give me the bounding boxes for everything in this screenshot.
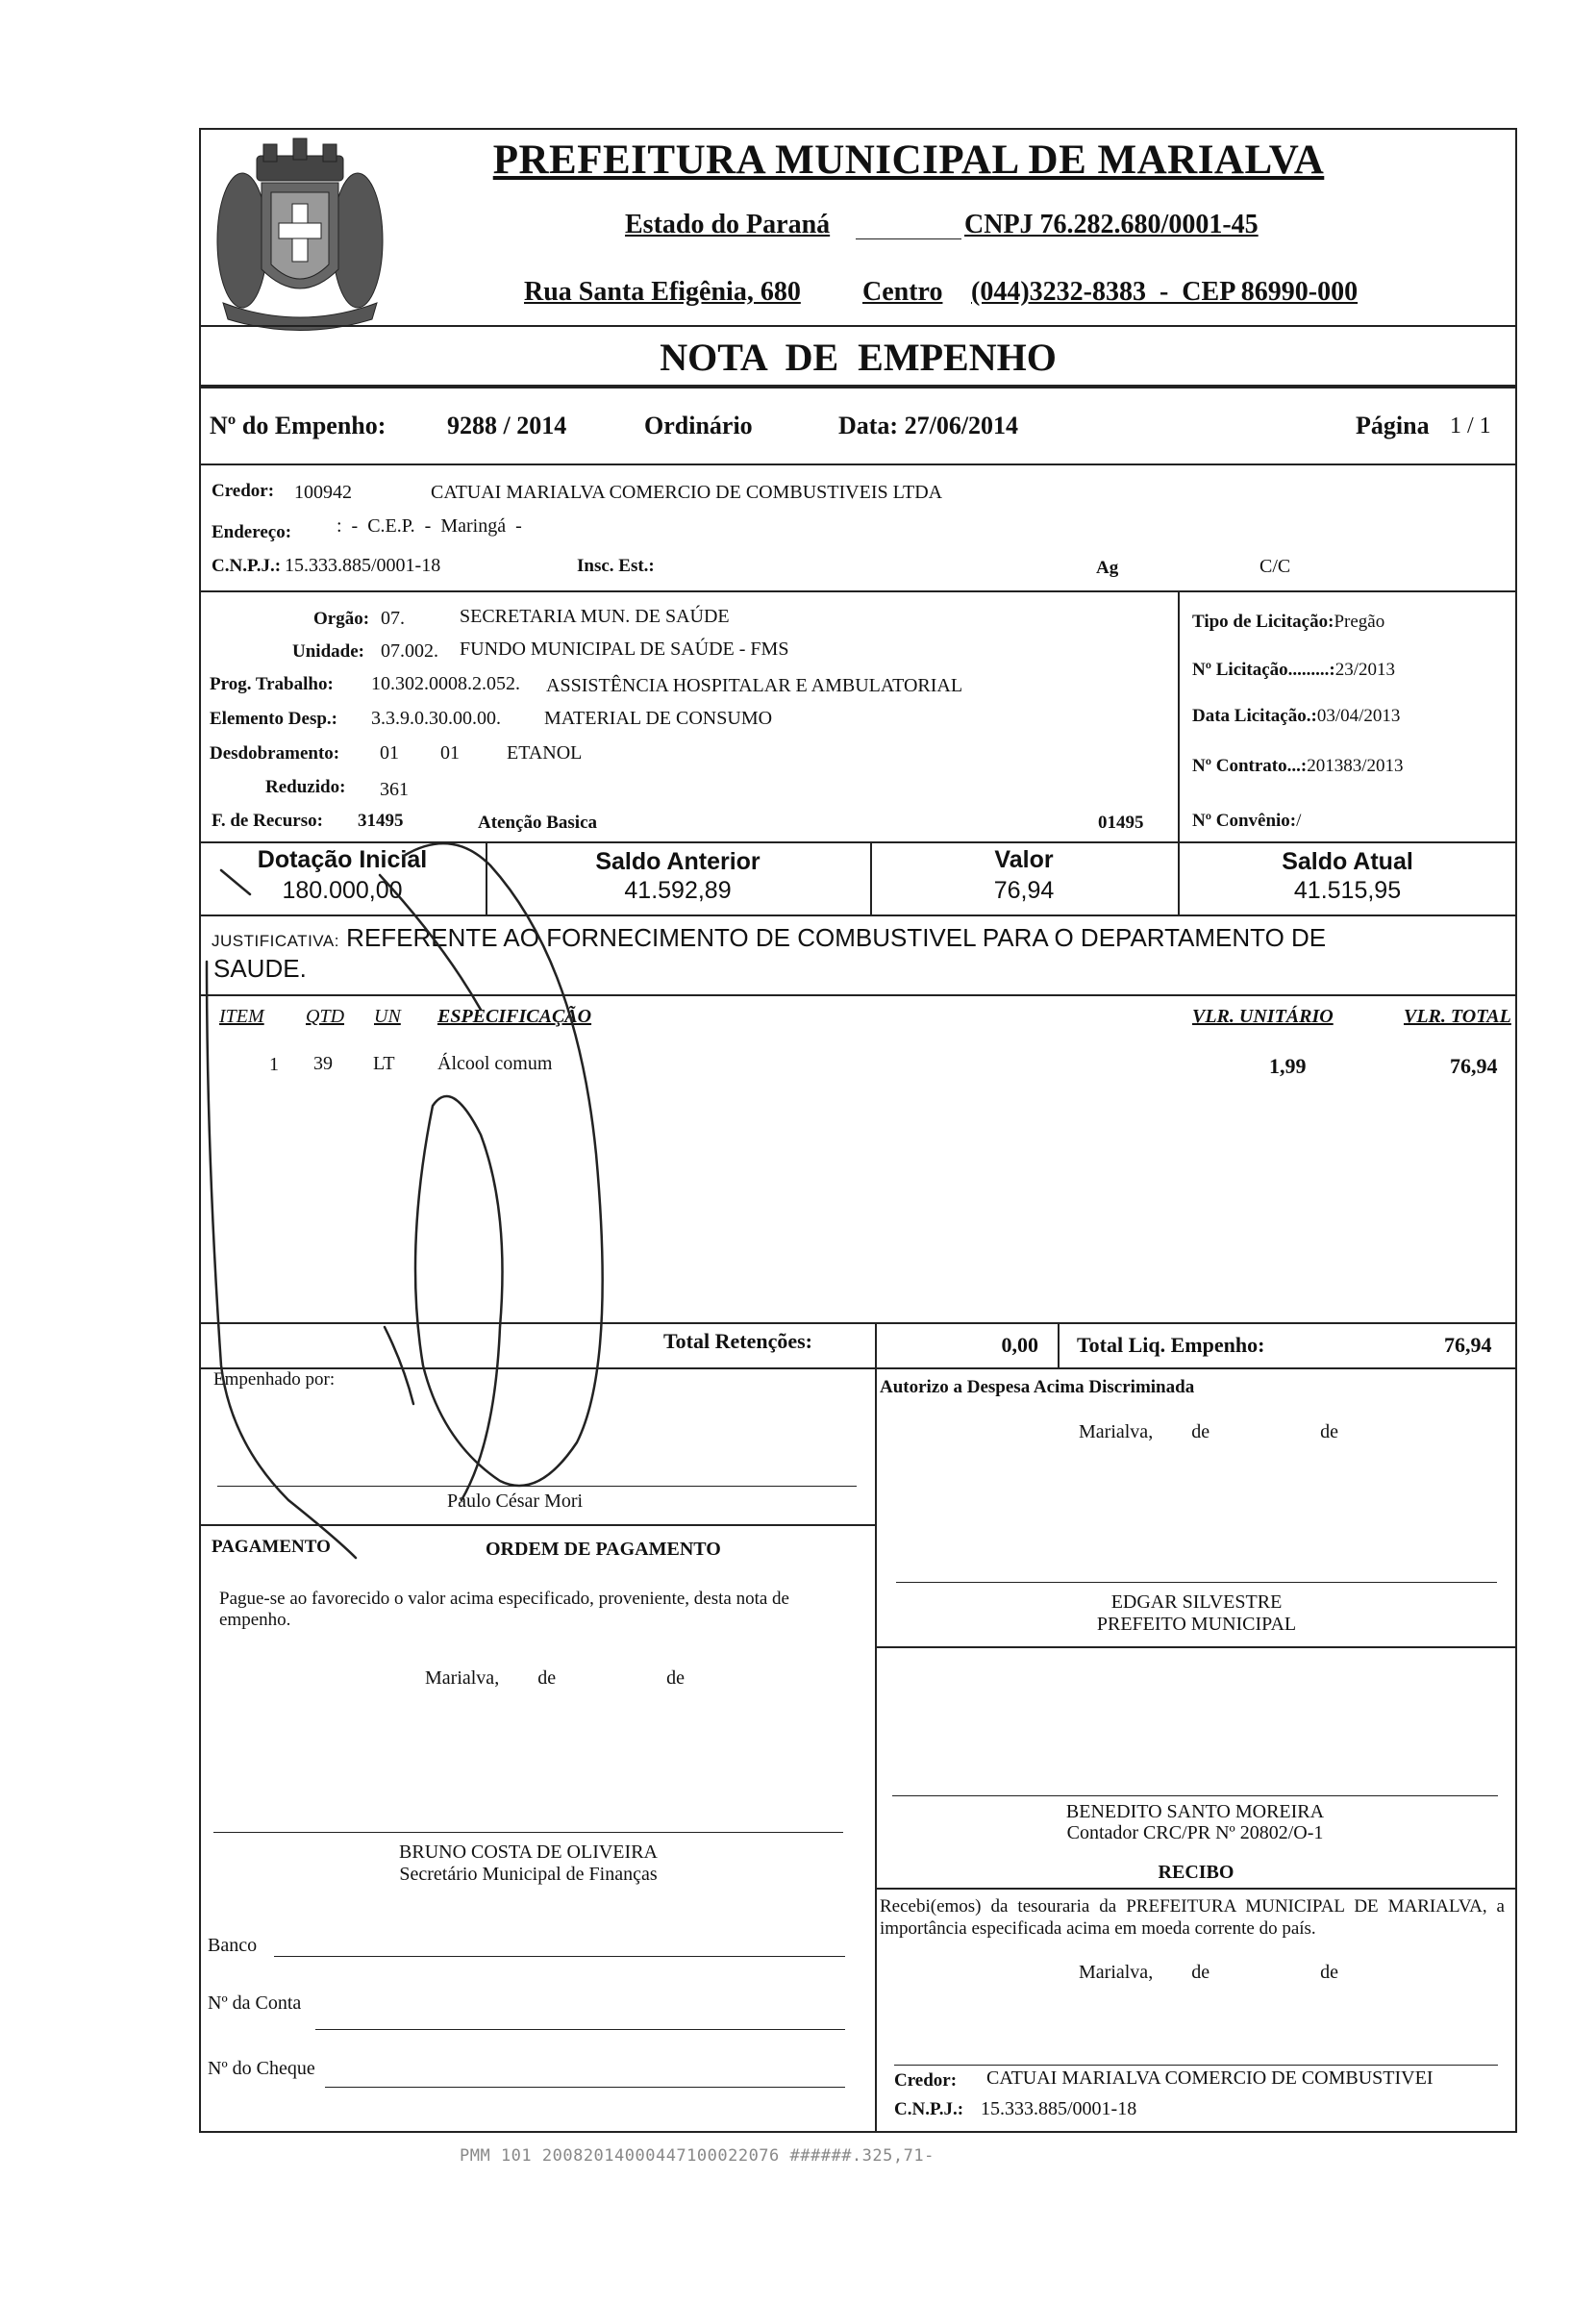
reduzido-label: Reduzido: bbox=[265, 777, 346, 797]
cheque-line[interactable] bbox=[325, 2087, 845, 2088]
credor-code: 100942 bbox=[294, 482, 352, 503]
elemento-label: Elemento Desp.: bbox=[210, 709, 337, 729]
classification-vertical-divider bbox=[1178, 590, 1180, 842]
header-phone-cep: (044)3232-8383 - CEP 86990-000 bbox=[971, 277, 1359, 307]
elemento-code: 3.3.9.0.30.00.00. bbox=[371, 708, 501, 729]
col-vlr-total: VLR. TOTAL bbox=[1404, 1006, 1511, 1027]
coat-of-arms-logo bbox=[204, 135, 396, 337]
conta-line[interactable] bbox=[315, 2029, 845, 2030]
recibo-place-date: Marialva, de de bbox=[1079, 1962, 1338, 1983]
liq-value: 76,94 bbox=[1444, 1333, 1492, 1357]
conta-label: Nº da Conta bbox=[208, 1992, 302, 2014]
page-value: 1 / 1 bbox=[1450, 413, 1491, 438]
header-divider bbox=[199, 325, 1517, 327]
unidade-name: FUNDO MUNICIPAL DE SAÚDE - FMS bbox=[460, 639, 789, 660]
totals-col-2 bbox=[1058, 1322, 1060, 1367]
col-qtd: QTD bbox=[306, 1006, 345, 1027]
recibo-cnpj-value: 15.333.885/0001-18 bbox=[981, 2098, 1137, 2119]
prefeito-signature-line bbox=[896, 1582, 1497, 1583]
header-cnpj: CNPJ 76.282.680/0001-45 bbox=[964, 210, 1259, 239]
orgao-code: 07. bbox=[381, 608, 405, 629]
saldo-atual-value: 41.515,95 bbox=[1293, 877, 1402, 904]
secretario-role: Secretário Municipal de Finanças bbox=[399, 1864, 658, 1885]
recibo-credor-value: CATUAI MARIALVA COMERCIO DE COMBUSTIVEI bbox=[986, 2067, 1434, 2089]
saldos-divider bbox=[199, 914, 1517, 916]
recibo-text: Recebi(emos) da tesouraria da PREFEITURA MUNICIPAL DE MARIALVA, a importância especificada acima em moeda corrente do país. bbox=[880, 1896, 1505, 1939]
empenho-type: Ordinário bbox=[644, 412, 753, 439]
header-address: Rua Santa Efigênia, 680 bbox=[524, 277, 801, 307]
contador-name: BENEDITO SANTO MOREIRA bbox=[1065, 1801, 1325, 1822]
row-qtd: 39 bbox=[313, 1053, 333, 1074]
saldo-anterior-value: 41.592,89 bbox=[624, 877, 732, 904]
recibo-title: RECIBO bbox=[1158, 1862, 1234, 1883]
recibo-credor-label: Credor: bbox=[894, 2070, 958, 2091]
dotacao-value: 180.000,00 bbox=[282, 877, 403, 904]
retencoes-label: Total Retenções: bbox=[663, 1329, 812, 1353]
tipo-licitacao: Tipo de Licitação:Pregão bbox=[1192, 612, 1385, 632]
contador-signature-line bbox=[892, 1795, 1498, 1796]
liq-label: Total Liq. Empenho: bbox=[1077, 1333, 1265, 1357]
col-especificacao: ESPECIFICAÇÃO bbox=[437, 1006, 592, 1027]
page-label: Página bbox=[1356, 412, 1430, 439]
recurso-label: F. de Recurso: bbox=[212, 811, 323, 831]
classification-divider bbox=[199, 841, 1517, 843]
dotacao-label: Dotação Inicial bbox=[257, 846, 428, 873]
totals-col-1 bbox=[875, 1322, 877, 1367]
num-licitacao: Nº Licitação.........:23/2013 bbox=[1192, 660, 1396, 680]
unidade-label: Unidade: bbox=[292, 641, 364, 662]
autorizo-place-date: Marialva, de de bbox=[1079, 1421, 1338, 1442]
prefeito-divider bbox=[875, 1646, 1517, 1648]
cheque-label: Nº do Cheque bbox=[208, 2058, 315, 2079]
unidade-code: 07.002. bbox=[381, 640, 438, 662]
cc-label: C/C bbox=[1259, 556, 1291, 577]
lower-vertical-divider bbox=[875, 1367, 877, 2133]
retencoes-value: 0,00 bbox=[1001, 1333, 1038, 1357]
ordem-pagamento-title: ORDEM DE PAGAMENTO bbox=[486, 1539, 721, 1560]
ag-label: Ag bbox=[1096, 558, 1119, 578]
num-contrato: Nº Contrato...:201383/2013 bbox=[1192, 756, 1404, 776]
credor-label: Credor: bbox=[212, 481, 275, 501]
header-state: Estado do Paraná bbox=[625, 210, 831, 239]
prog-code: 10.302.0008.2.052. bbox=[371, 673, 520, 694]
saldo-anterior-label: Saldo Anterior bbox=[595, 848, 761, 875]
secretario-signature-line bbox=[213, 1832, 843, 1833]
empenho-date: Data: 27/06/2014 bbox=[838, 412, 1019, 439]
desdobramento-a: 01 bbox=[380, 742, 399, 764]
banco-label: Banco bbox=[208, 1935, 258, 1956]
elemento-name: MATERIAL DE CONSUMO bbox=[544, 708, 773, 729]
pagamento-place-date: Marialva, de de bbox=[425, 1667, 685, 1689]
reduzido-value: 361 bbox=[380, 779, 409, 800]
desdobramento-name: ETANOL bbox=[507, 742, 583, 764]
empenhado-name: Paulo César Mori bbox=[447, 1491, 584, 1512]
recurso-ref: 01495 bbox=[1098, 813, 1144, 833]
recibo-divider bbox=[875, 1888, 1517, 1890]
credor-cnpj-label: C.N.P.J.: bbox=[212, 556, 282, 576]
valor-value: 76,94 bbox=[993, 877, 1055, 904]
justificativa-label: JUSTIFICATIVA: bbox=[212, 932, 339, 950]
orgao-name: SECRETARIA MUN. DE SAÚDE bbox=[460, 606, 730, 627]
empenho-number: 9288 / 2014 bbox=[447, 412, 567, 439]
empenhado-label: Empenhado por: bbox=[213, 1369, 336, 1390]
valor-label: Valor bbox=[994, 846, 1054, 873]
pagamento-text: Pague-se ao favorecido o valor acima especificado, proveniente, desta nota de empenho. bbox=[219, 1589, 789, 1630]
justificativa-text1: REFERENTE AO FORNECIMENTO DE COMBUSTIVEL PARA O DEPARTAMENTO DE bbox=[346, 923, 1327, 952]
credor-name: CATUAI MARIALVA COMERCIO DE COMBUSTIVEIS LTDA bbox=[431, 482, 943, 503]
col-item: ITEM bbox=[219, 1006, 264, 1027]
pagamento-label: PAGAMENTO bbox=[212, 1537, 331, 1557]
row-un: LT bbox=[373, 1053, 395, 1074]
col-vlr-unitario: VLR. UNITÁRIO bbox=[1192, 1006, 1334, 1027]
empenhado-signature-line bbox=[217, 1486, 857, 1487]
header-district: Centro bbox=[862, 277, 943, 307]
state-underline-gap bbox=[856, 238, 961, 239]
justificativa-line2: SAUDE. bbox=[213, 954, 307, 983]
prog-name: ASSISTÊNCIA HOSPITALAR E AMBULATORIAL bbox=[546, 675, 963, 696]
secretario-name: BRUNO COSTA DE OLIVEIRA bbox=[399, 1841, 658, 1863]
empenho-divider bbox=[199, 464, 1517, 465]
row-vlr-unitario: 1,99 bbox=[1269, 1054, 1307, 1078]
totals-bottom-line bbox=[199, 1367, 1517, 1369]
autorizo-text: Autorizo a Despesa Acima Discriminada bbox=[880, 1377, 1195, 1397]
saldo-atual-label: Saldo Atual bbox=[1282, 848, 1413, 875]
prefeito-name: EDGAR SILVESTRE bbox=[1110, 1591, 1283, 1613]
title-divider bbox=[199, 385, 1517, 388]
credor-cnpj-value: 15.333.885/0001-18 bbox=[285, 555, 441, 576]
recibo-signature-line bbox=[894, 2065, 1498, 2066]
row-vlr-total: 76,94 bbox=[1450, 1054, 1498, 1078]
banco-line[interactable] bbox=[274, 1956, 845, 1957]
endereco-label: Endereço: bbox=[212, 522, 292, 542]
contador-role: Contador CRC/PR Nº 20802/O-1 bbox=[1066, 1822, 1324, 1843]
recibo-cnpj-label: C.N.P.J.: bbox=[894, 2099, 964, 2119]
prefeito-role: PREFEITO MUNICIPAL bbox=[1096, 1614, 1297, 1635]
row-item: 1 bbox=[269, 1054, 279, 1075]
header-title: PREFEITURA MUNICIPAL DE MARIALVA bbox=[492, 138, 1325, 183]
totals-top-line bbox=[199, 1322, 1517, 1324]
desdobramento-b: 01 bbox=[440, 742, 460, 764]
recurso-code: 31495 bbox=[358, 811, 404, 831]
justificativa-divider bbox=[199, 994, 1517, 996]
endereco-value: : - C.E.P. - Maringá - bbox=[337, 515, 522, 537]
data-licitacao: Data Licitação.:03/04/2013 bbox=[1192, 706, 1401, 726]
prog-label: Prog. Trabalho: bbox=[210, 674, 334, 694]
row-spec: Álcool comum bbox=[437, 1053, 553, 1074]
insc-label: Insc. Est.: bbox=[577, 556, 655, 576]
empenhado-divider bbox=[199, 1524, 875, 1526]
num-convenio: Nº Convênio:/ bbox=[1192, 811, 1302, 831]
footer-code: PMM 101 20082014000447100022076 ######.325,71- bbox=[460, 2146, 935, 2166]
col-un: UN bbox=[374, 1006, 401, 1027]
justificativa-line1 bbox=[212, 923, 1326, 953]
empenho-label: Nº do Empenho: bbox=[210, 412, 387, 439]
credor-divider bbox=[199, 590, 1517, 592]
desdobramento-label: Desdobramento: bbox=[210, 743, 340, 764]
document-title: NOTA DE EMPENHO bbox=[660, 336, 1057, 379]
orgao-label: Orgão: bbox=[313, 609, 370, 629]
recurso-name: Atenção Basica bbox=[478, 813, 598, 833]
